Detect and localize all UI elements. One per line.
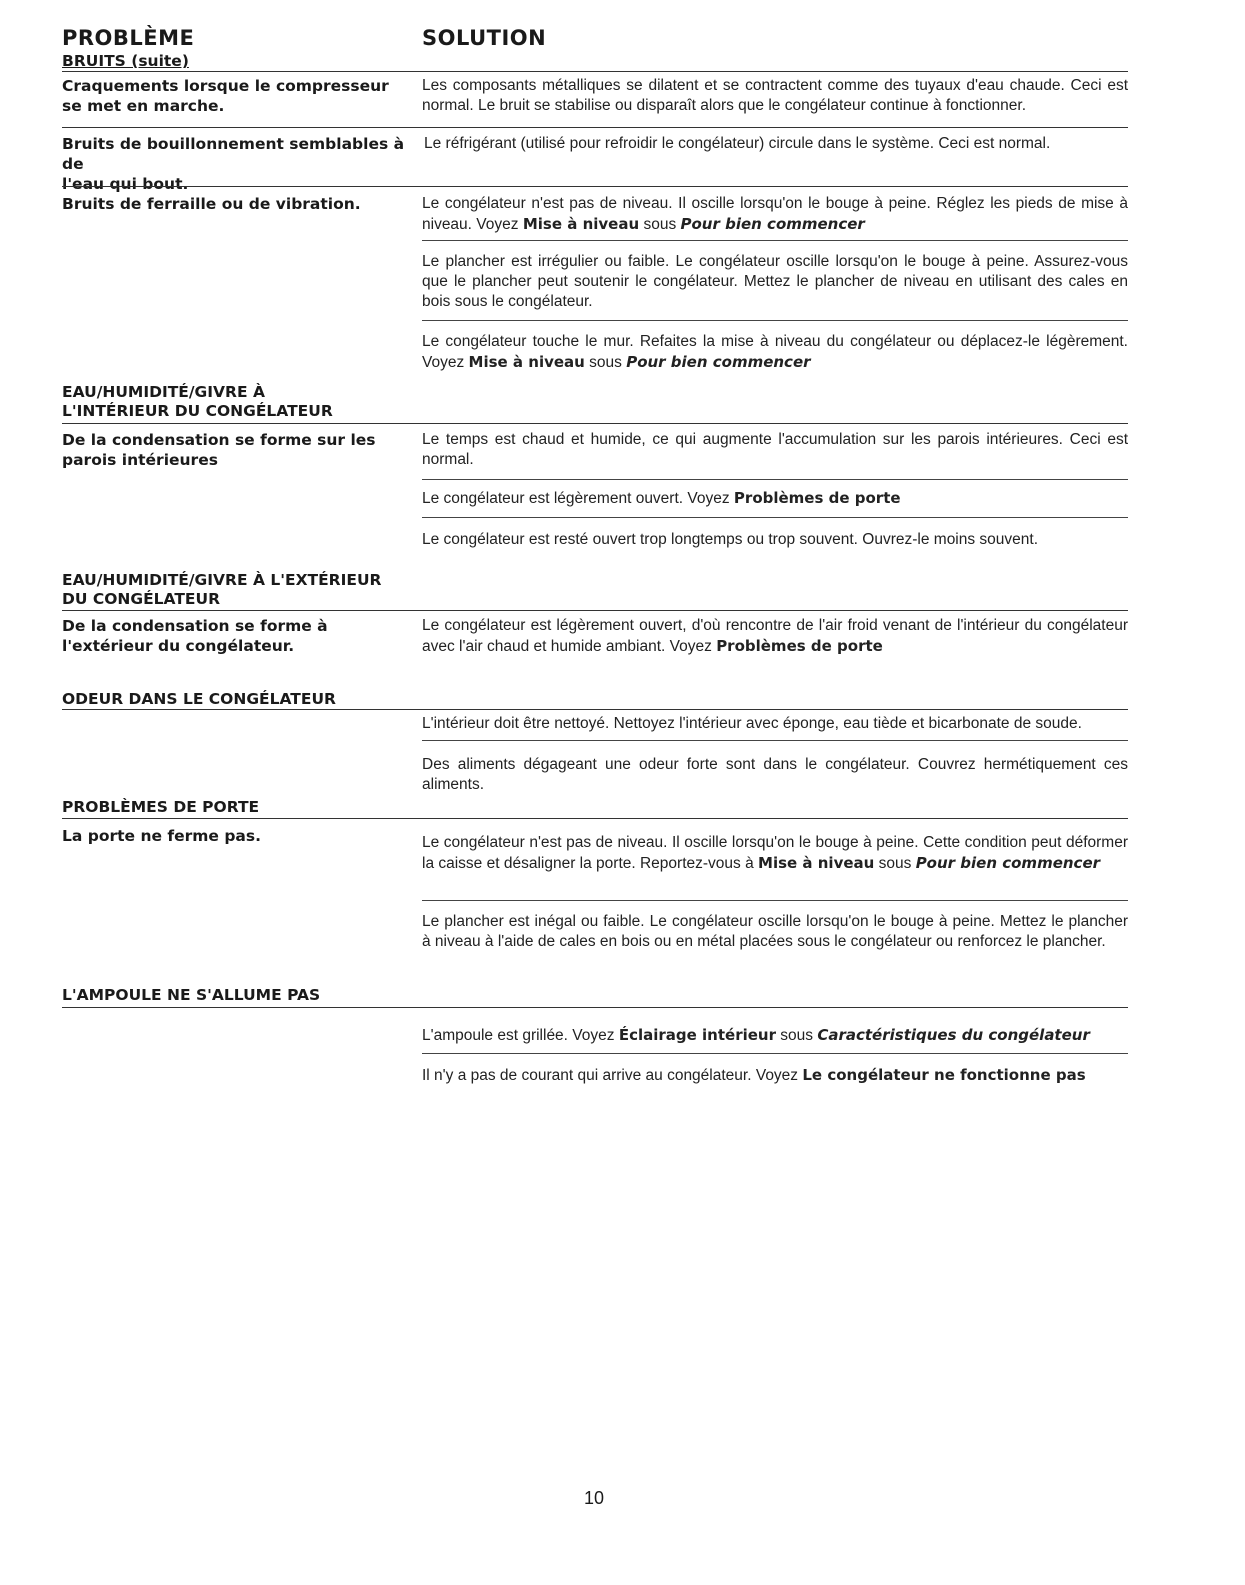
solution-craquements: Les composants métalliques se dilatent et se contractent comme des tuyaux d'eau chaude. Ceci est normal. Le bruit se stabilise ou disparaît alors que le congélateur continue à fonctionner. — [422, 77, 1128, 114]
divider — [62, 818, 1128, 819]
divider — [422, 900, 1128, 901]
problem-bouillonnement — [62, 134, 422, 194]
page-number: 10 — [584, 1488, 605, 1508]
divider — [62, 1007, 1128, 1008]
divider — [62, 709, 1128, 710]
solution-condensation-3: Le congélateur est resté ouvert trop longtemps ou trop souvent. Ouvrez-le moins souvent. — [422, 531, 1039, 548]
divider — [62, 186, 1128, 187]
solution-ferraille-1: Le congélateur n'est pas de niveau. Il oscille lorsqu'on le bouge à peine. Réglez les pieds de mise à niveau. Voyez Mise à niveau sous Pour bien commencer — [422, 195, 1128, 233]
solution-porte-2: Le plancher est inégal ou faible. Le congélateur oscille lorsqu'on le bouge à peine. Mettez le plancher à niveau à l'aide de cales en bois ou en métal placées sous le congélateur ou renforcez le plancher. — [422, 913, 1128, 950]
section-title-line: EAU/HUMIDITÉ/GIVRE À L'EXTÉRIEUR — [62, 571, 382, 589]
problem-text: l'eau qui bout. — [62, 175, 189, 193]
section-title-ampoule: L'AMPOULE NE S'ALLUME PAS — [62, 986, 321, 1004]
section-title-line: L'INTÉRIEUR DU CONGÉLATEUR — [62, 402, 333, 420]
divider — [62, 423, 1128, 424]
solution-column-header: SOLUTION — [422, 26, 547, 50]
section-title-odeur: ODEUR DANS LE CONGÉLATEUR — [62, 690, 336, 708]
divider — [422, 320, 1128, 321]
divider — [62, 127, 1128, 128]
divider — [62, 610, 1128, 611]
section-title-bruits: BRUITS (suite) — [62, 52, 189, 70]
solution-bouillonnement: Le réfrigérant (utilisé pour refroidir le congélateur) circule dans le système. Ceci est normal. — [424, 135, 1051, 152]
section-title-eau-interieur — [62, 383, 333, 421]
problem-text: Craquements lorsque le compresseur — [62, 77, 389, 95]
solution-odeur-2: Des aliments dégageant une odeur forte sont dans le congélateur. Couvrez hermétiquement ces aliments. — [422, 756, 1128, 793]
solution-condensation-2: Le congélateur est légèrement ouvert. Voyez Problèmes de porte — [422, 489, 901, 507]
problem-text: se met en marche. — [62, 97, 225, 115]
problem-text: Bruits de bouillonnement semblables à de — [62, 135, 405, 173]
solution-odeur-1: L'intérieur doit être nettoyé. Nettoyez l'intérieur avec éponge, eau tiède et bicarbonate de soude. — [422, 715, 1082, 732]
problem-text: De la condensation se forme à — [62, 617, 328, 635]
section-title-porte: PROBLÈMES DE PORTE — [62, 798, 260, 816]
problem-column-header: PROBLÈME — [62, 26, 195, 50]
solution-ampoule-2: Il n'y a pas de courant qui arrive au congélateur. Voyez Le congélateur ne fonctionne pas — [422, 1066, 1086, 1084]
problem-porte-ferme: La porte ne ferme pas. — [62, 827, 262, 845]
divider — [422, 740, 1128, 741]
solution-condensation-exterieure: Le congélateur est légèrement ouvert, d'où rencontre de l'air froid venant de l'intérieur du congélateur avec l'air chaud et humide ambiant. Voyez Problèmes de porte — [422, 617, 1128, 655]
section-title-line: EAU/HUMIDITÉ/GIVRE À — [62, 383, 265, 401]
solution-ferraille-2: Le plancher est irrégulier ou faible. Le congélateur oscille lorsqu'on le bouge à peine. Assurez-vous que le plancher peut soutenir le congélateur. Mettez le plancher de niveau en utilisant des cales en bois sous le congélateur. — [422, 253, 1128, 310]
solution-porte-1: Le congélateur n'est pas de niveau. Il oscille lorsqu'on le bouge à peine. Cette condition peut déformer la caisse et désaligner la porte. Reportez-vous à Mise à niveau sous Pour bien commencer — [422, 834, 1128, 872]
solution-ampoule-1: L'ampoule est grillée. Voyez Éclairage intérieur sous Caractéristiques du congélateur — [422, 1026, 1090, 1044]
problem-text: De la condensation se forme sur les — [62, 431, 376, 449]
solution-ferraille-3: Le congélateur touche le mur. Refaites la mise à niveau du congélateur ou déplacez-le légèrement. Voyez Mise à niveau sous Pour bien commencer — [422, 333, 1128, 371]
problem-condensation-exterieure — [62, 616, 402, 656]
divider — [422, 1053, 1128, 1054]
divider — [62, 71, 1128, 72]
divider — [422, 479, 1128, 480]
solution-condensation-1: Le temps est chaud et humide, ce qui augmente l'accumulation sur les parois intérieures. Ceci est normal. — [422, 431, 1128, 468]
divider — [422, 240, 1128, 241]
section-title-eau-exterieur — [62, 571, 382, 609]
section-title-line: DU CONGÉLATEUR — [62, 590, 221, 608]
divider — [422, 517, 1128, 518]
problem-text: l'extérieur du congélateur. — [62, 637, 295, 655]
problem-condensation-interieure — [62, 430, 402, 470]
problem-text: parois intérieures — [62, 451, 218, 469]
problem-craquements — [62, 76, 402, 116]
problem-ferraille: Bruits de ferraille ou de vibration. — [62, 195, 361, 213]
